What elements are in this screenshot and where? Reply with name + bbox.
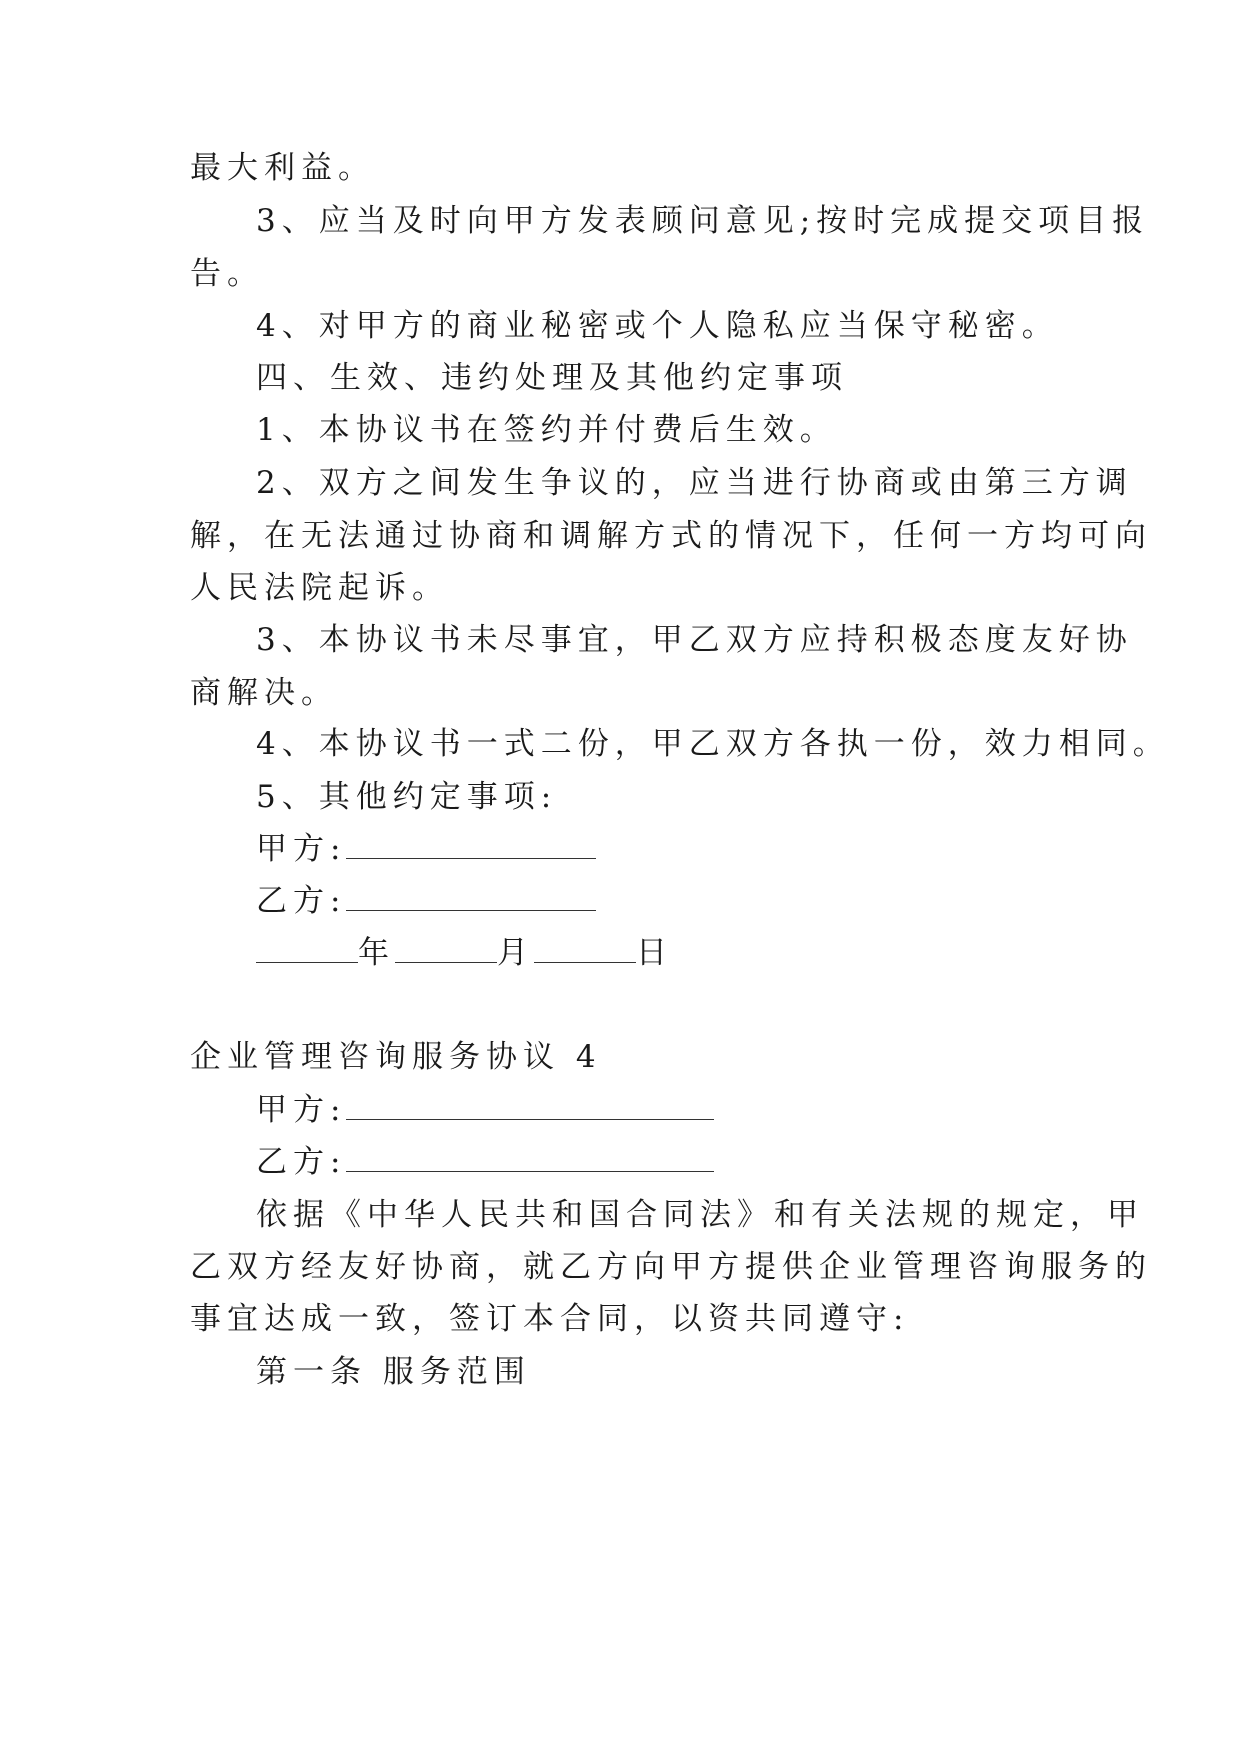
paragraph-text: 4、本协议书一式二份，甲乙双方各执一份，效力相同。 [256, 726, 1170, 762]
party-b-line [256, 1142, 714, 1182]
section-heading: 四、生效、违约处理及其他约定事项 [256, 360, 848, 396]
date-line [256, 933, 673, 973]
paragraph-text: 5、其他约定事项: [256, 779, 558, 815]
party-a-line [256, 1090, 714, 1130]
party-label: 甲方: [256, 1092, 347, 1128]
paragraph-text: 依据《中华人民共和国合同法》和有关法规的规定，甲 [256, 1197, 1144, 1233]
date-day-label: 日 [636, 935, 673, 971]
paragraph-text: 4、对甲方的商业秘密或个人隐私应当保守秘密。 [256, 308, 1059, 344]
paragraph-text: 商解决。 [190, 675, 338, 711]
signature-label: 甲方: [256, 831, 347, 867]
date-blank-day [534, 934, 636, 963]
party-blank [346, 1143, 714, 1172]
date-year-label: 年 [358, 935, 395, 971]
paragraph-text: 事宜达成一致，签订本合同，以资共同遵守: [190, 1301, 910, 1337]
paragraph-text: 3、本协议书未尽事宜，甲乙双方应持积极态度友好协 [256, 622, 1133, 658]
signature-blank [346, 830, 596, 859]
paragraph-text: 解，在无法通过协商和调解方式的情况下，任何一方均可向 [190, 518, 1152, 554]
agreement-title: 企业管理咨询服务协议 4 [190, 1039, 602, 1075]
party-blank [346, 1091, 714, 1120]
paragraph-text: 3、应当及时向甲方发表顾问意见;按时完成提交项目报 [256, 203, 1150, 239]
signature-line-party-b [256, 881, 596, 921]
article-heading: 第一条 服务范围 [256, 1354, 531, 1390]
paragraph-text: 1、本协议书在签约并付费后生效。 [256, 412, 837, 448]
party-label: 乙方: [256, 1144, 347, 1180]
signature-line-party-a [256, 829, 596, 869]
paragraph-text: 人民法院起诉。 [190, 570, 449, 606]
signature-label: 乙方: [256, 883, 347, 919]
paragraph-text: 乙双方经友好协商，就乙方向甲方提供企业管理咨询服务的 [190, 1249, 1152, 1285]
signature-blank [346, 882, 596, 911]
date-blank-month [395, 934, 497, 963]
paragraph-text: 告。 [190, 256, 264, 292]
date-month-label: 月 [497, 935, 534, 971]
date-blank-year [256, 934, 358, 963]
paragraph-text: 最大利益。 [190, 150, 375, 186]
paragraph-text: 2、双方之间发生争议的，应当进行协商或由第三方调 [256, 465, 1133, 501]
